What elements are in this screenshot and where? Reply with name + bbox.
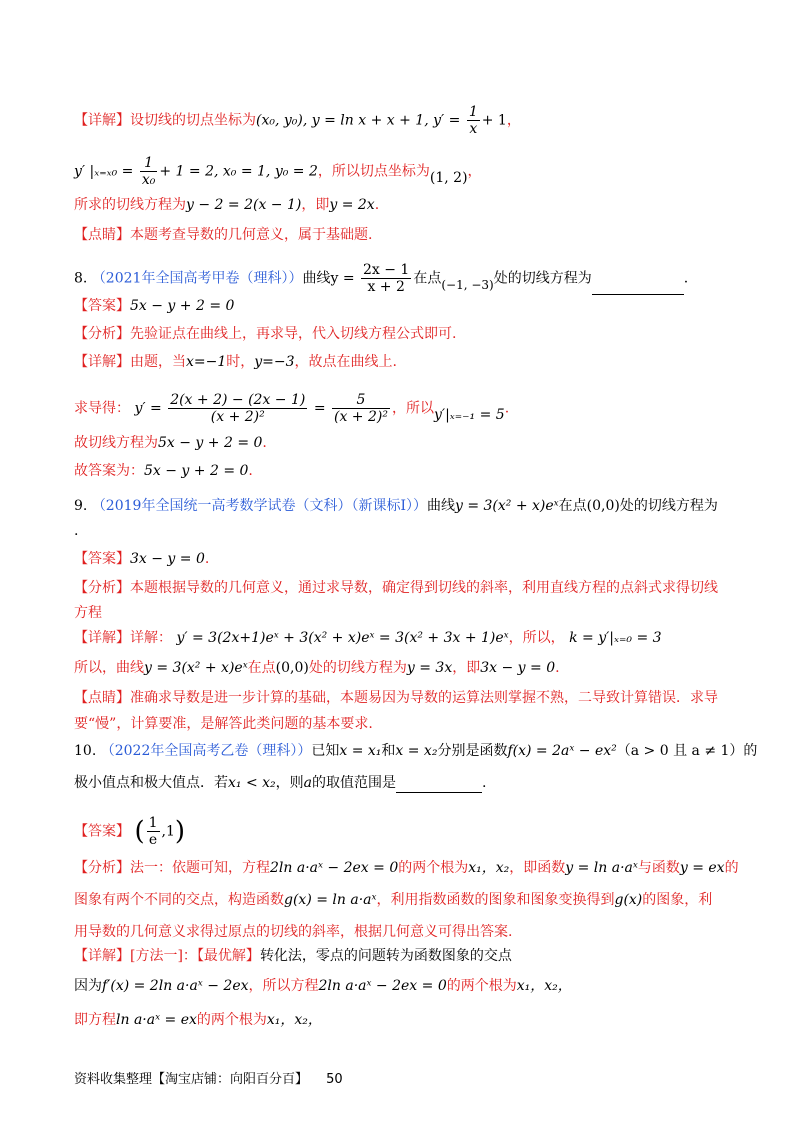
q10-analysis-l2: 图象有两个不同的交点，构造函数g(x) = ln a·aˣ，利用指数函数的图象和图象变换得到g(x)的图象，利	[74, 892, 713, 908]
answer-tag: 【答案】	[74, 551, 130, 567]
q8-final: 故答案为：5x − y + 2 = 0.	[74, 463, 253, 479]
q10-source: （2022年全国高考乙卷（理科））	[100, 743, 312, 759]
q8-detail: 【详解】由题，当x=−1时，y=−3，故点在曲线上.	[74, 354, 397, 370]
answer-tag: 【答案】	[74, 298, 130, 314]
page-footer	[74, 1068, 343, 1087]
q8-analysis: 【分析】先验证点在曲线上，再求导，代入切线方程公式即可.	[74, 326, 457, 342]
q9-answer: 【答案】3x − y = 0.	[74, 551, 210, 567]
page-number: 50	[326, 1072, 343, 1087]
q10-answer: 【答案】 ( $\frac{1}{e}$ ,1)	[74, 815, 186, 848]
q10-stem: 10. （2022年全国高考乙卷（理科））已知x = x₁和x = x₂分别是函数f(x) = 2aˣ − ex²（a > 0 且 a ≠ 1）的	[74, 743, 758, 759]
q9-source: （2019年全国统一高考数学试卷（文科）（新课标Ⅰ））	[91, 498, 427, 514]
q10-analysis-l3: 用导数的几何意义求得过原点的切线的斜率，根据几何意义可得出答案.	[74, 924, 513, 940]
comment-tag: 【点睛】	[74, 690, 130, 706]
q9-comment-cont: 要“慢”，计算要准，是解答此类问题的基本要求.	[74, 716, 373, 732]
fraction: $\frac{1}{e}$	[148, 815, 158, 848]
footer-text: 资料收集整理【淘宝店铺：向阳百分百】	[74, 1072, 309, 1087]
q9-detail: 【详解】详解： y′ = 3(2x+1)eˣ + 3(x² + x)eˣ = 3(x² + 3x + 1)eˣ，所以， k = y′|ₓ₌₀ = 3	[74, 630, 662, 646]
detail-tag: 【详解】	[74, 630, 130, 646]
q10-detail-l3: 即方程ln a·aˣ = ex的两个根为x₁，x₂，	[74, 1012, 322, 1028]
p7-comment: 【点睛】本题考查导数的几何意义，属于基础题.	[74, 227, 373, 243]
comment-tag: 【点睛】	[74, 227, 130, 243]
detail-tag: 【详解】	[74, 948, 130, 964]
fraction: $\frac{1}{\text{x₀}}$	[141, 155, 156, 188]
p7-line2: y′ |ₓ₌ₓ₀ = $\frac{1}{\text{x₀}}$ + 1 = 2, x₀ = 1, y₀ = 2，所以切点坐标为(1, 2)，	[74, 155, 482, 188]
fraction: $\frac{1}{x}$	[468, 104, 478, 137]
q8-stem: 8. （2021年全国高考甲卷（理科））曲线y = $\frac{2x - 1}{x + 2}$ 在点(−1, −3)处的切线方程为 .	[74, 262, 689, 295]
analysis-tag: 【分析】	[74, 580, 130, 596]
analysis-tag: 【分析】	[74, 860, 130, 876]
p7-line3: 所求的切线方程为y − 2 = 2(x − 1)，即y = 2x.	[74, 197, 380, 213]
q9-stem: 9. （2019年全国统一高考数学试卷（文科）（新课标Ⅰ））曲线y = 3(x² + x)eˣ在点(0,0)处的切线方程为	[74, 498, 718, 514]
q9-line2: 所以，曲线y = 3(x² + x)eˣ在点(0,0)处的切线方程为y = 3x，即3x − y = 0.	[74, 660, 560, 676]
q10-detail-l2: 因为f′(x) = 2ln a·aˣ − 2ex，所以方程2ln a·aˣ − 2ex = 0的两个根为x₁，x₂，	[74, 978, 572, 994]
q8-source: （2021年全国高考甲卷（理科））	[91, 270, 303, 287]
q8-derivative: 求导得： y′ = $\frac{2(x + 2) - (2x - 1)}{\text{(x + 2)²}}$ = $\frac{5}{\text{(x + 2)²}}$ ，所以y′|ₓ₌₋₁ = 5.	[74, 392, 510, 425]
answer-blank	[396, 792, 482, 793]
q9-analysis-cont: 方程	[74, 605, 102, 621]
answer-tag: 【答案】	[74, 823, 130, 840]
q9-analysis: 【分析】本题根据导数的几何意义，通过求导数，确定得到切线的斜率，利用直线方程的点斜式求得切线	[74, 580, 718, 596]
q10-stem-line2: 极小值点和极大值点．若x₁ < x₂，则a的取值范围是 .	[74, 775, 487, 791]
q10-detail: 【详解】[方法一]：【最优解】转化法，零点的问题转为函数图象的交点	[74, 948, 512, 964]
detail-tag: 【详解】	[74, 112, 130, 129]
q9-comment: 【点睛】准确求导数是进一步计算的基础，本题易因为导数的运算法则掌握不熟，二导致计算错误．求导	[74, 690, 718, 706]
q8-tangent: 故切线方程为5x − y + 2 = 0.	[74, 435, 267, 451]
q8-answer: 【答案】5x − y + 2 = 0	[74, 298, 235, 314]
analysis-tag: 【分析】	[74, 326, 130, 342]
fraction: $\frac{5}{\text{(x + 2)²}}$	[334, 392, 388, 425]
fraction: $\frac{2(x + 2) - (2x - 1)}{\text{(x + 2)²}}$	[170, 392, 306, 425]
detail-tag: 【详解】	[74, 354, 130, 370]
p7-detail-line: 【详解】设切线的切点坐标为(x₀, y₀), y = ln x + x + 1, y′ = $\frac{1}{x}$ + 1，	[74, 104, 521, 137]
q9-stem-end: .	[74, 523, 79, 539]
answer-blank	[592, 294, 684, 295]
fraction: $\frac{2x - 1}{x + 2}$	[363, 262, 410, 295]
q10-analysis: 【分析】法一：依题可知，方程2ln a·aˣ − 2ex = 0的两个根为x₁，x₂，即函数y = ln a·aˣ与函数y = ex的	[74, 860, 739, 876]
